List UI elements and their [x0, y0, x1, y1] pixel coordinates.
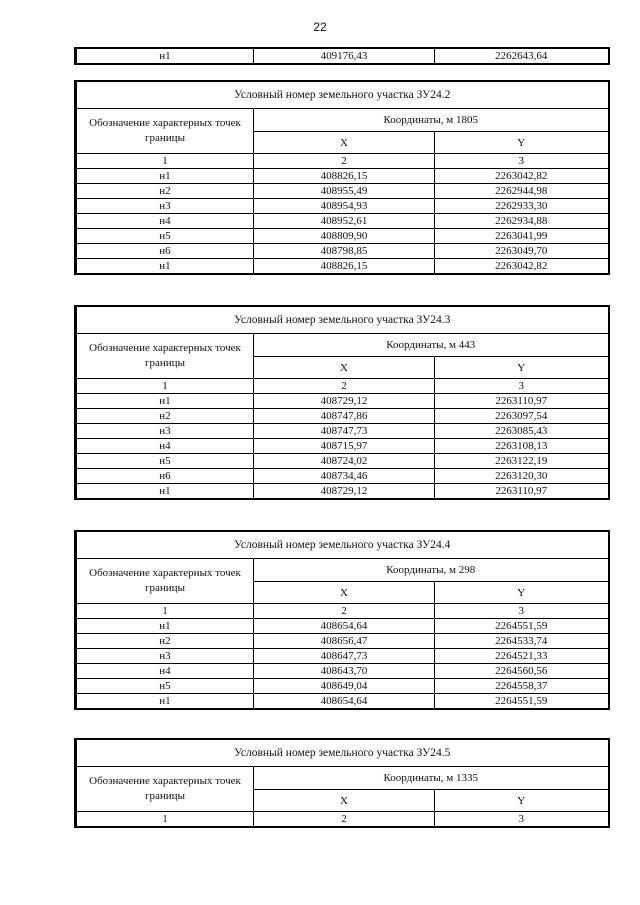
x-value: 408954,93	[254, 199, 435, 214]
x-header: X	[254, 582, 435, 604]
point-label: н6	[76, 244, 254, 259]
coordinates-table-zu24-2	[74, 80, 610, 275]
x-header: X	[254, 790, 435, 812]
x-value: 408798,85	[254, 244, 435, 259]
y-value: 2264551,59	[435, 619, 609, 634]
table-caption: Условный номер земельного участка ЗУ24.3	[76, 306, 609, 334]
x-value: 408656,47	[254, 634, 435, 649]
coordinates-label: Координаты, м	[386, 564, 457, 576]
column-number: 3	[435, 812, 609, 828]
page-number: 22	[313, 20, 327, 34]
point-label: н4	[76, 439, 254, 454]
column-number: 1	[76, 604, 254, 619]
coordinates-table-zu24-3	[74, 305, 610, 500]
point-label: н4	[76, 664, 254, 679]
y-value: 2263042,82	[435, 259, 609, 275]
table-row	[76, 48, 609, 64]
y-value: 2264558,37	[435, 679, 609, 694]
point-label: н2	[76, 634, 254, 649]
table-row	[76, 454, 609, 469]
table-row	[76, 679, 609, 694]
caption-row	[76, 531, 609, 559]
y-value: 2263110,97	[435, 484, 609, 500]
y-value: 2263108,13	[435, 439, 609, 454]
y-value: 2262944,98	[435, 184, 609, 199]
designation-header: Обозначение характерных точек границы	[76, 559, 254, 604]
y-value: 2263120,30	[435, 469, 609, 484]
area-value: 443	[458, 339, 476, 351]
y-header: Y	[435, 790, 609, 812]
point-label: н1	[76, 484, 254, 500]
table-row	[76, 199, 609, 214]
point-label: н5	[76, 229, 254, 244]
x-value: 408826,15	[254, 259, 435, 275]
x-header: X	[254, 357, 435, 379]
y-value: 2263041,99	[435, 229, 609, 244]
table-row	[76, 439, 609, 454]
header-row	[76, 767, 609, 790]
y-value: 2264551,59	[435, 694, 609, 710]
table-caption: Условный номер земельного участка ЗУ24.2	[76, 81, 609, 109]
column-number: 3	[435, 604, 609, 619]
point-label: н6	[76, 469, 254, 484]
table-row	[76, 184, 609, 199]
column-number: 1	[76, 154, 254, 169]
column-number: 3	[435, 379, 609, 394]
coordinates-header	[254, 767, 609, 790]
point-label: н1	[76, 394, 254, 409]
table-row	[76, 244, 609, 259]
header-row	[76, 559, 609, 582]
caption-row	[76, 739, 609, 767]
column-number: 2	[254, 604, 435, 619]
point-label: н4	[76, 214, 254, 229]
column-number: 1	[76, 379, 254, 394]
table-row	[76, 634, 609, 649]
coordinates-label: Координаты, м	[383, 772, 454, 784]
x-value: 408715,97	[254, 439, 435, 454]
header-row	[76, 109, 609, 132]
y-value: 2264560,56	[435, 664, 609, 679]
designation-header: Обозначение характерных точек границы	[76, 334, 254, 379]
area-value: 298	[458, 564, 476, 576]
y-value: 2262933,30	[435, 199, 609, 214]
designation-header: Обозначение характерных точек границы	[76, 109, 254, 154]
x-value: 409176,43	[254, 48, 435, 64]
x-value: 408643,70	[254, 664, 435, 679]
table-row	[76, 469, 609, 484]
coordinates-header	[254, 559, 609, 582]
table-row	[76, 694, 609, 710]
caption-row	[76, 81, 609, 109]
coordinates-header	[254, 334, 609, 357]
y-value: 2263042,82	[435, 169, 609, 184]
x-value: 408952,61	[254, 214, 435, 229]
point-label: н2	[76, 184, 254, 199]
point-label: н1	[76, 619, 254, 634]
y-value: 2262934,88	[435, 214, 609, 229]
y-value: 2263122,19	[435, 454, 609, 469]
point-label: н3	[76, 649, 254, 664]
column-number: 2	[254, 379, 435, 394]
coordinates-label: Координаты, м	[386, 339, 457, 351]
column-number: 2	[254, 812, 435, 828]
table-row	[76, 229, 609, 244]
point-label: н1	[76, 259, 254, 275]
area-value: 1805	[456, 114, 479, 126]
y-value: 2263049,70	[435, 244, 609, 259]
y-value: 2264533,74	[435, 634, 609, 649]
x-value: 408747,73	[254, 424, 435, 439]
column-number-row	[76, 812, 609, 828]
x-value: 408734,46	[254, 469, 435, 484]
y-value: 2263085,43	[435, 424, 609, 439]
x-value: 408826,15	[254, 169, 435, 184]
point-label: н3	[76, 199, 254, 214]
point-label: н1	[76, 169, 254, 184]
table-row	[76, 424, 609, 439]
coordinates-header	[254, 109, 609, 132]
column-number-row	[76, 379, 609, 394]
x-value: 408654,64	[254, 694, 435, 710]
column-number: 1	[76, 812, 254, 828]
y-value: 2262643,64	[435, 48, 609, 64]
point-label: н1	[76, 694, 254, 710]
table-row	[76, 394, 609, 409]
column-number-row	[76, 604, 609, 619]
x-value: 408729,12	[254, 394, 435, 409]
header-row	[76, 334, 609, 357]
y-header: Y	[435, 357, 609, 379]
x-value: 408747,86	[254, 409, 435, 424]
x-value: 408809,90	[254, 229, 435, 244]
table-caption: Условный номер земельного участка ЗУ24.5	[76, 739, 609, 767]
point-label: н5	[76, 679, 254, 694]
area-value: 1335	[456, 772, 479, 784]
table-row	[76, 649, 609, 664]
table-row	[76, 169, 609, 184]
continuation-table	[74, 47, 610, 65]
coordinates-label: Координаты, м	[383, 114, 454, 126]
x-value: 408724,02	[254, 454, 435, 469]
coordinates-table-zu24-5	[74, 738, 610, 828]
point-label: н3	[76, 424, 254, 439]
y-value: 2264521,33	[435, 649, 609, 664]
table-row	[76, 664, 609, 679]
table-row	[76, 484, 609, 500]
point-label: н5	[76, 454, 254, 469]
table-row	[76, 619, 609, 634]
y-value: 2263097,54	[435, 409, 609, 424]
x-value: 408729,12	[254, 484, 435, 500]
table-caption: Условный номер земельного участка ЗУ24.4	[76, 531, 609, 559]
x-value: 408654,64	[254, 619, 435, 634]
x-value: 408647,73	[254, 649, 435, 664]
table-row	[76, 409, 609, 424]
caption-row	[76, 306, 609, 334]
column-number: 2	[254, 154, 435, 169]
x-value: 408649,04	[254, 679, 435, 694]
x-header: X	[254, 132, 435, 154]
point-label: н1	[76, 48, 254, 64]
coordinates-table-zu24-4	[74, 530, 610, 710]
y-header: Y	[435, 132, 609, 154]
table-row	[76, 214, 609, 229]
y-value: 2263110,97	[435, 394, 609, 409]
table-row	[76, 259, 609, 275]
y-header: Y	[435, 582, 609, 604]
column-number-row	[76, 154, 609, 169]
x-value: 408955,49	[254, 184, 435, 199]
point-label: н2	[76, 409, 254, 424]
designation-header: Обозначение характерных точек границы	[76, 767, 254, 812]
column-number: 3	[435, 154, 609, 169]
